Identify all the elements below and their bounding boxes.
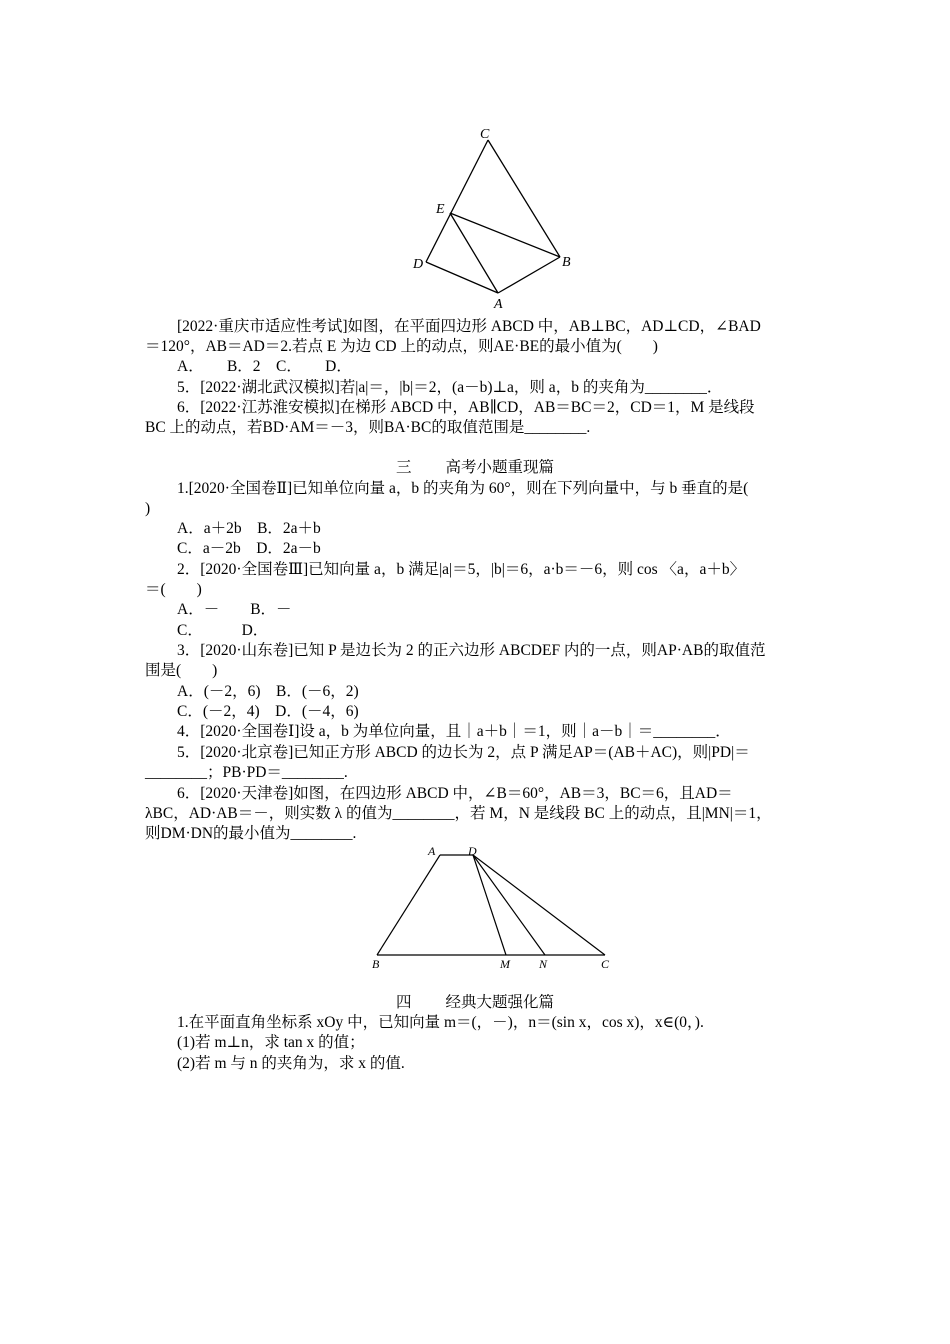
- segment-ab: [498, 257, 560, 293]
- label-n: N: [539, 957, 548, 971]
- label-m: M: [500, 957, 510, 971]
- segment-ea: [450, 213, 498, 293]
- label-d: D: [413, 257, 424, 272]
- p3-q2-options-1: A．－ B．－: [177, 601, 292, 618]
- p2-q6-line1: 6．[2022·江苏淮安模拟]在梯形 ABCD 中，AB∥CD，AB＝BC＝2，CD＝1，M 是线段: [177, 399, 755, 416]
- section-3-number: 三: [395, 459, 412, 476]
- label-d: D: [468, 844, 477, 858]
- section-3-title: 高考小题重现篇: [445, 459, 555, 476]
- label-a: A: [494, 297, 503, 312]
- p3-q6-line2: λBC，AD·AB＝－，则实数 λ 的值为________，若 M，N 是线段 BC 上的动点，且|MN|＝1，: [145, 805, 772, 822]
- figure-quadrilateral-abcd: [400, 120, 590, 315]
- p3-q2-line2: ＝( ): [145, 581, 202, 598]
- segment-cd: [426, 140, 488, 262]
- p3-q3-options-2: C．(－2，4) D．(－4，6): [177, 703, 359, 720]
- p3-q1-options-1: A．a＋2b B．2a＋b: [177, 520, 321, 537]
- p3-q2-options-2: C． D．: [177, 622, 269, 639]
- label-a: A: [428, 844, 436, 858]
- segment-dm: [473, 855, 506, 955]
- section-3-heading: [0, 458, 950, 478]
- label-b: B: [372, 957, 380, 971]
- segment-dc: [473, 855, 605, 955]
- p4-q1-line1: 1.在平面直角坐标系 xOy 中，已知向量 m＝(，－)，n＝(sin x，cos x)，x∈(0，).: [177, 1014, 704, 1031]
- segment-eb: [450, 213, 560, 257]
- p3-q3-line1: 3．[2020·山东卷]已知 P 是边长为 2 的正六边形 ABCDEF 内的一点，则AP·AB的取值范: [177, 642, 766, 659]
- p3-q6-line1: 6．[2020·天津卷]如图，在四边形 ABCD 中，∠B＝60°，AB＝3，BC＝6，且AD＝: [177, 785, 733, 802]
- p4-q1-line2: (1)若 m⊥n，求 tan x 的值；: [177, 1034, 365, 1051]
- p2-q4-options: A． B．2 C． D．: [177, 358, 352, 375]
- section-4-title: 经典大题强化篇: [445, 994, 555, 1011]
- section-4-number: 四: [395, 994, 412, 1011]
- label-c: C: [480, 127, 490, 142]
- p3-q1-line2: ): [145, 500, 151, 517]
- figure-trapezoid-abcd: [365, 843, 625, 973]
- section-4-heading: [0, 993, 950, 1013]
- p3-q5-line2: ________；PB·PD＝________.: [145, 764, 348, 781]
- p3-q4: 4．[2020·全国卷Ⅰ]设 a，b 为单位向量，且｜a＋b｜＝1，则｜a－b｜＝________．: [177, 723, 731, 740]
- p3-q3-line2: 围是( ): [145, 662, 218, 679]
- trapezoid-diagram: [365, 843, 625, 973]
- p2-q5: 5．[2022·湖北武汉模拟]若|a|＝，|b|＝2，(a－b)⊥a，则 a，b 的夹角为________．: [177, 379, 723, 396]
- label-c: C: [601, 957, 610, 971]
- label-b: B: [562, 255, 571, 270]
- segment-dn: [473, 855, 545, 955]
- p3-q2-line1: 2．[2020·全国卷Ⅲ]已知向量 a，b 满足|a|＝5，|b|＝6，a·b＝－6，则 cos 〈a，a＋b〉: [177, 561, 746, 578]
- p3-q5-line1: 5．[2020·北京卷]已知正方形 ABCD 的边长为 2，点 P 满足AP＝(AB＋AC)，则|PD|＝: [177, 744, 750, 761]
- p2-q4-line2: ＝120°，AB＝AD＝2.若点 E 为边 CD 上的动点，则AE·BE的最小值为( ): [145, 338, 658, 355]
- p3-q6-line3: 则DM·DN的最小值为________.: [145, 825, 357, 842]
- segment-ab: [377, 855, 440, 955]
- segment-cb: [488, 140, 560, 257]
- segment-da: [426, 262, 498, 293]
- p2-q6-line2: BC 上的动点，若BD·AM＝－3，则BA·BC的取值范围是________.: [145, 419, 591, 436]
- p3-q3-options-1: A．(－2，6) B．(－6，2): [177, 683, 359, 700]
- p2-q4-line1: [2022·重庆市适应性考试]如图，在平面四边形 ABCD 中，AB⊥BC，AD⊥CD，∠BAD: [177, 318, 761, 335]
- p4-q1-line3: (2)若 m 与 n 的夹角为，求 x 的值.: [177, 1055, 405, 1072]
- p3-q1-options-2: C．a－2b D．2a－b: [177, 540, 321, 557]
- p3-q1-line1: 1.[2020·全国卷Ⅱ]已知单位向量 a，b 的夹角为 60°，则在下列向量中，与 b 垂直的是(: [177, 480, 749, 497]
- quadrilateral-diagram: [400, 120, 590, 315]
- label-e: E: [436, 202, 445, 217]
